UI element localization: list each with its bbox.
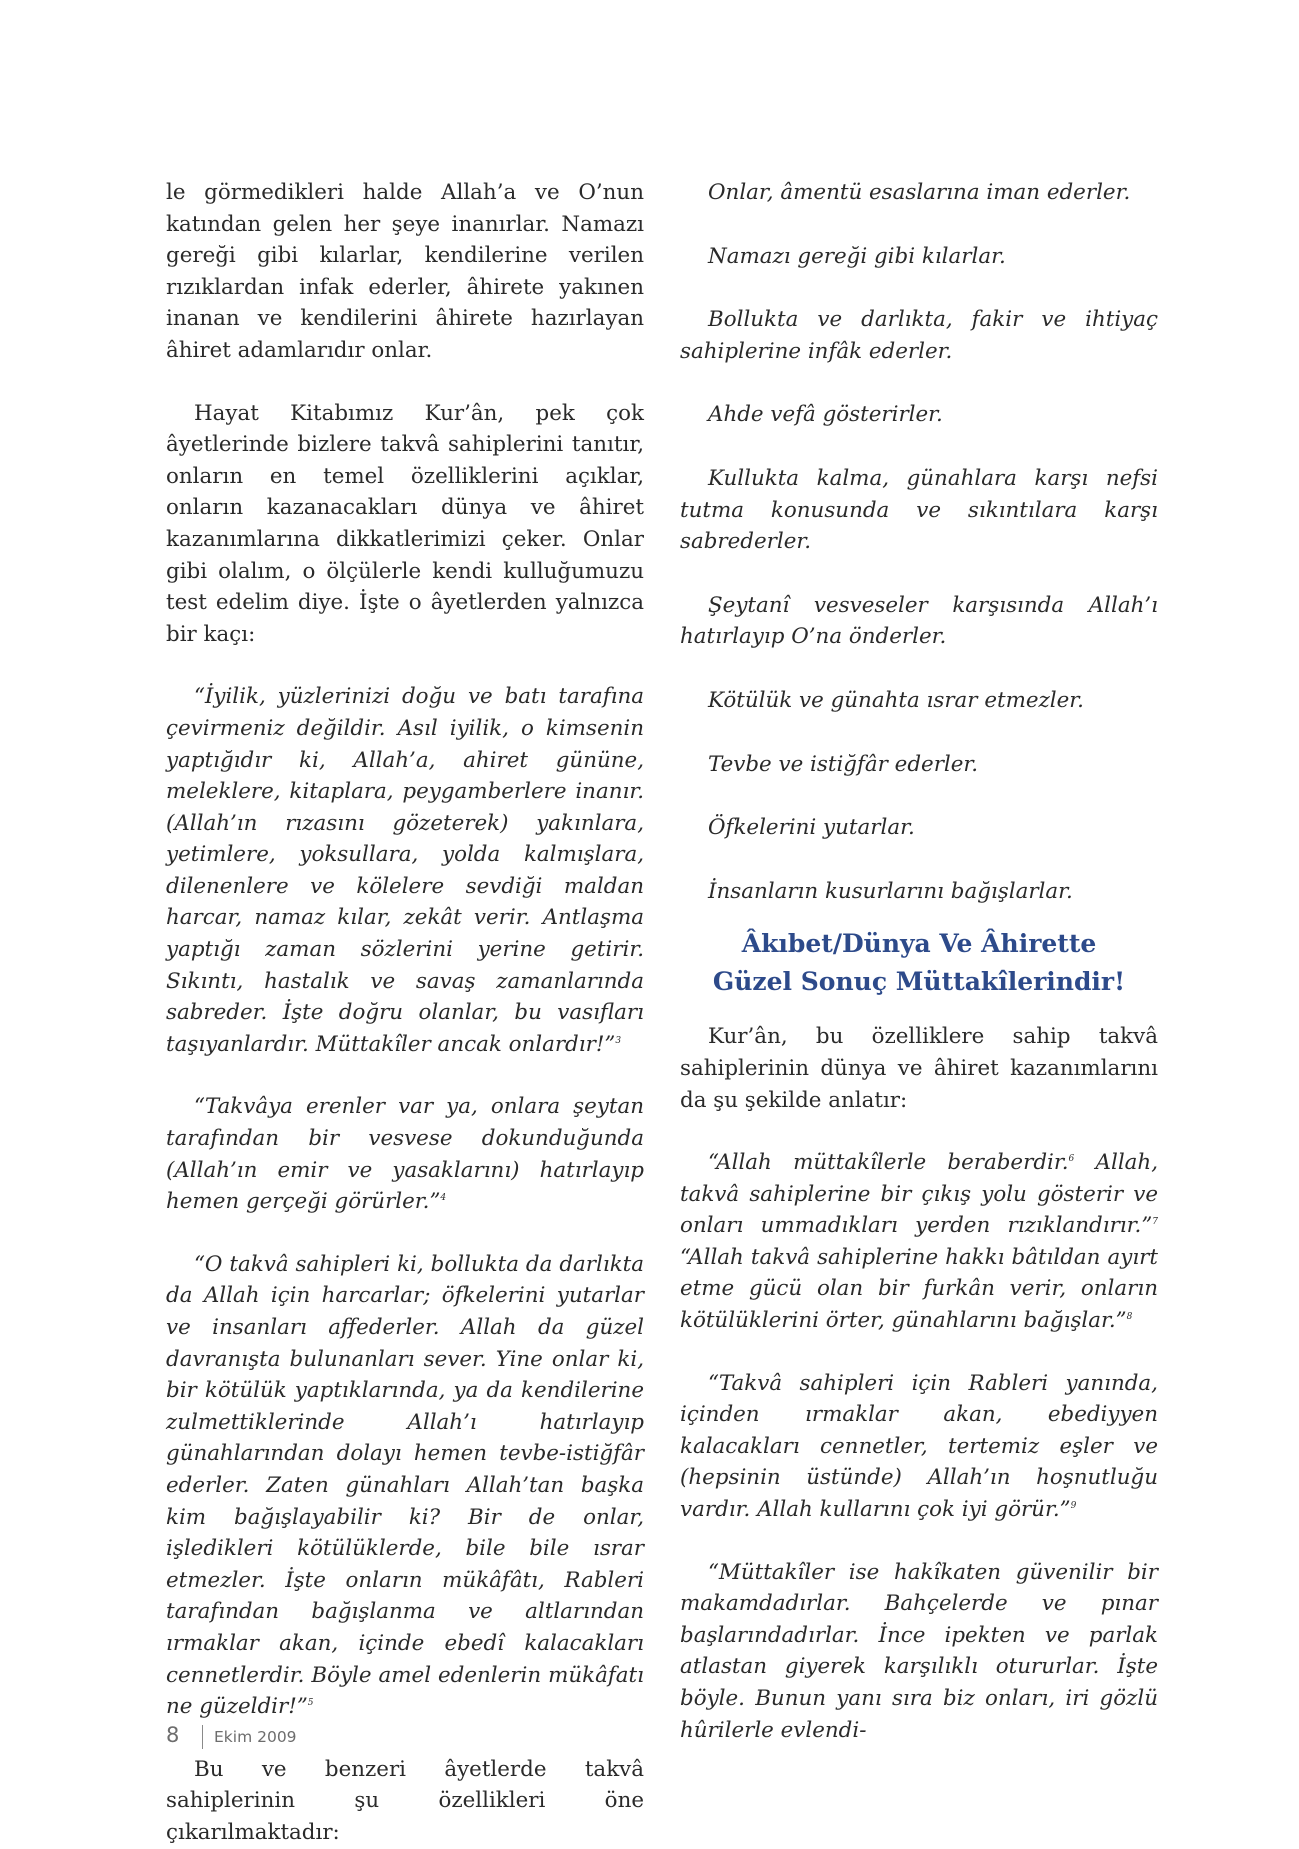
paragraph-continuation: le görmedikleri halde Allah’a ve O’nun katından gelen her şeye inanırlar. Namazı gereği gibi kılarlar, kendilerine verilen rızıklardan infak ederler, âhirete yakınen inanan ve kendilerini âhirete hazırlayan âhiret adamlarıdır onlar. — [166, 180, 644, 363]
list-item: Namazı gereği gibi kılarlar. — [708, 243, 1006, 269]
right-column — [680, 177, 1158, 1746]
footnote-ref: 9 — [1070, 1500, 1077, 1511]
footnote-ref: 8 — [1126, 1311, 1133, 1322]
quote-verse-2 — [166, 1091, 644, 1217]
list-item: Onlar, âmentü esaslarına iman ederler. — [708, 180, 1131, 205]
left-column — [166, 177, 644, 1849]
quote-verse-5 — [680, 1368, 1158, 1526]
footer-divider — [202, 1725, 203, 1749]
footnote-ref: 7 — [1152, 1217, 1158, 1228]
quote-verse-3 — [166, 1249, 644, 1723]
list-item: Şeytanî vesveseler karşısında Allah’ı hatırlayıp O’na önderler. — [680, 592, 1158, 650]
paragraph-intro-right: Kur’ân, bu özelliklere sahip takvâ sahiplerinin dünya ve âhiret kazanımlarını da şu şekilde anlatır: — [680, 1024, 1158, 1113]
quote-text: “Allah müttakîlerle beraberdir. — [708, 1150, 1069, 1176]
quote-verse-4 — [680, 1147, 1158, 1337]
page-number: 8 — [166, 1723, 180, 1747]
quote-text: “Takvâya erenler var ya, onlara şeytan tarafından bir vesvese dokunduğunda (Allah’ın emir ve yasaklarını) hatırlayıp hemen gerçeği görürler.” — [166, 1094, 644, 1215]
footnote-ref: 6 — [1068, 1153, 1075, 1164]
list-item: Kötülük ve günahta ısrar etmezler. — [708, 687, 1084, 713]
quote-text: Allah, takvâ sahiplerine bir çıkış yolu gösterir ve onları ummadıkları yerden rızıklandırır.” — [680, 1150, 1158, 1239]
footnote-ref: 4 — [440, 1193, 447, 1204]
section-heading — [680, 925, 1158, 1001]
footnote-ref: 3 — [615, 1035, 622, 1046]
list-item: Ahde vefâ gösterirler. — [708, 402, 943, 428]
quote-text: “Allah takvâ sahiplerine hakkı bâtıldan ayırt etme gücü olan bir furkân verir, onların kötülüklerini örter, günahlarını bağışlar.” — [680, 1244, 1158, 1334]
list-item: Bollukta ve darlıkta, fakir ve ihtiyaç sahiplerine infâk ederler. — [680, 307, 1158, 364]
issue-date: Ekim 2009 — [214, 1728, 297, 1746]
quote-text: “İyilik, yüzlerinizi doğu ve batı tarafına çevirmeniz değildir. Asıl iyilik, o kimsenin yaptığıdır ki, Allah’a, ahiret gününe, meleklere, kitaplara, peygamberlere inanır. (Allah’ın rızasını gözeterek) yakınlara, yetimlere, yoksullara, yolda kalmışlara, dilenenlere ve kölelere sevdiği maldan harcar, namaz kılar, zekât verir. Antlaşma yaptığı zaman sözlerini yerine getirir. Sıkıntı, hastalık ve savaş zamanlarında sabreder. İşte doğru olanlar, bu vasıfları taşıyanlardır. Müttakîler ancak onlardır!” — [166, 684, 644, 1057]
footnote-ref: 5 — [307, 1698, 314, 1708]
paragraph-intro: Hayat Kitabımız Kur’ân, pek çok âyetlerinde bizlere takvâ sahiplerini tanıtır, onların en temel özelliklerini açıklar, onların kazanacakları dünya ve âhiret kazanımlarına dikkatlerimizi çeker. Onlar gibi olalım, o ölçülerle kendi kulluğumuzu test edelim diye. İşte o âyetlerden yalnızca bir kaçı: — [166, 400, 644, 647]
list-item: Tevbe ve istiğfâr ederler. — [708, 751, 979, 777]
heading-line-1: Âkıbet/Dünya Ve Âhirette — [741, 929, 1097, 959]
quote-verse-6: “Müttakîler ise hakîkaten güvenilir bir makamdadırlar. Bahçelerde ve pınar başlarındadırlar. İnce ipekten ve parlak atlastan giyerek karşılıklı otururlar. İşte böyle. Bunun yanı sıra biz onları, iri gözlü hûrilerle evlendi- — [680, 1559, 1158, 1743]
list-item: Kullukta kalma, günahlara karşı nefsi tutma konusunda ve sıkıntılara karşı sabrederler. — [680, 465, 1158, 555]
list-item: İnsanların kusurlarını bağışlarlar. — [708, 878, 1073, 904]
quote-text: “O takvâ sahipleri ki, bollukta da darlıkta da Allah için harcarlar; öfkelerini yutarlar ve insanları affederler. Allah da güzel davranışta bulunanları sever. Yine onlar ki, bir kötülük yaptıklarında, ya da kendilerine zulmettiklerinde Allah’ı hatırlayıp günahlarından dolayı hemen tevbe-istiğfâr ederler. Zaten günahları Allah’tan başka kim bağışlayabilir ki? Bir de onlar, işledikleri kötülüklerde, bile bile ısrar etmezler. İşte onların mükâfâtı, Rableri tarafından bağışlanma ve altlarından ırmaklar akan, içinde ebedî kalacakları cennetlerdir. Böyle amel edenlerin mükâfatı ne güzeldir!” — [166, 1251, 644, 1720]
paragraph-summary: Bu ve benzeri âyetlerde takvâ sahiplerinin şu özellikleri öne çıkarılmaktadır: — [166, 1756, 644, 1845]
heading-line-2: Güzel Sonuç Müttakîlerindir! — [712, 967, 1126, 997]
list-item: Öfkelerini yutarlar. — [708, 815, 915, 841]
quote-verse-1 — [166, 681, 644, 1060]
quote-text: “Takvâ sahipleri için Rableri yanında, içinden ırmaklar akan, ebediyyen kalacakları cennetler, tertemiz eşler ve (hepsinin üstünde) Allah’ın hoşnutluğu vardır. Allah kullarını çok iyi görür.” — [680, 1370, 1158, 1523]
